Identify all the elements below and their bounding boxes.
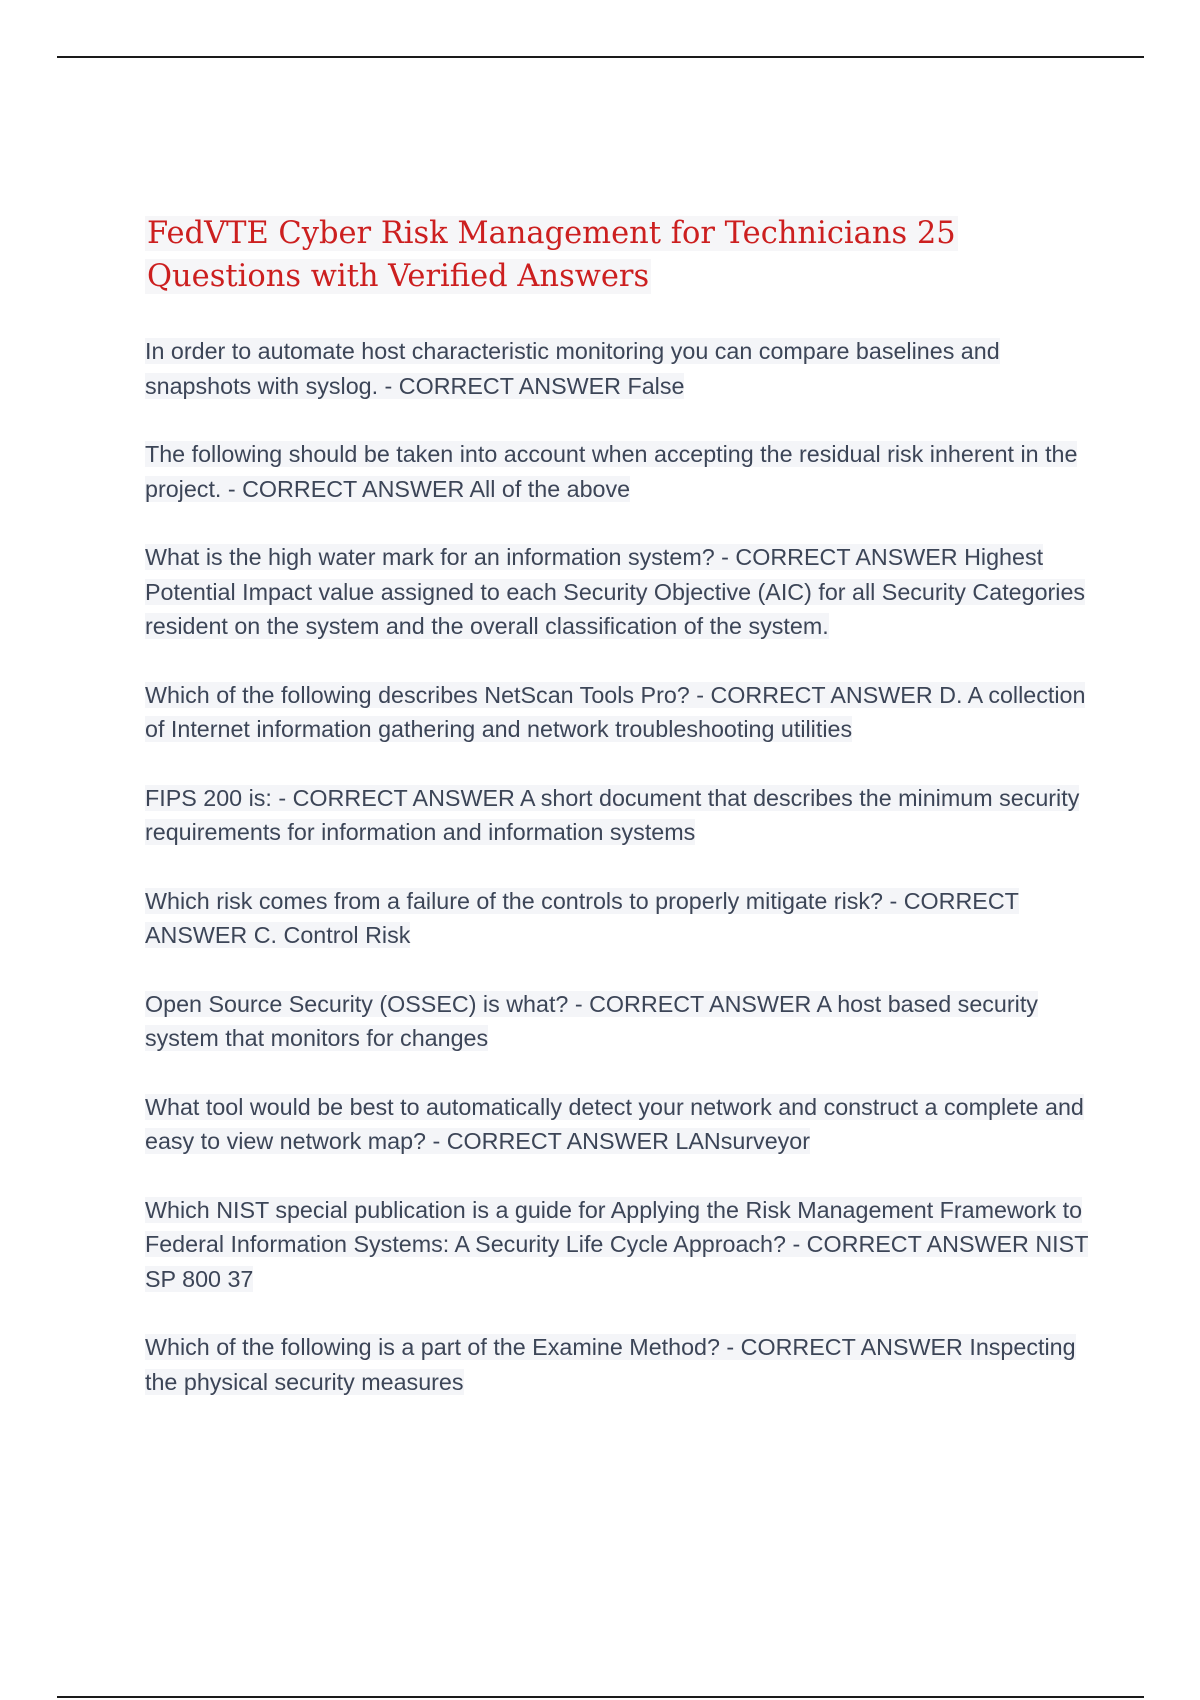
qa-item	[145, 437, 1090, 506]
qa-item	[145, 781, 1090, 850]
document-body	[145, 212, 1090, 1433]
qa-item	[145, 540, 1090, 644]
qa-item	[145, 1193, 1090, 1297]
qa-item	[145, 1330, 1090, 1399]
qa-item-text: Which of the following describes NetScan Tools Pro? - CORRECT ANSWER D. A collection of Internet information gathering and network troubleshooting utilities	[145, 681, 1086, 742]
qa-item	[145, 334, 1090, 403]
qa-item-text: Which of the following is a part of the Examine Method? - CORRECT ANSWER Inspecting the physical security measures	[145, 1334, 1076, 1395]
qa-item-text: Which NIST special publication is a guide for Applying the Risk Management Framework to Federal Information Systems: A Security Life Cycle Approach? - CORRECT ANSWER NIST SP 800 37	[145, 1196, 1089, 1292]
qa-list	[145, 334, 1090, 1399]
page-top-rule	[57, 56, 1144, 58]
qa-item	[145, 884, 1090, 953]
qa-item-text: In order to automate host characteristic monitoring you can compare baselines and snapshots with syslog. - CORRECT ANSWER False	[145, 338, 1000, 399]
qa-item	[145, 987, 1090, 1056]
page-bottom-rule	[57, 1696, 1144, 1698]
qa-item-text: What is the high water mark for an information system? - CORRECT ANSWER Highest Potential Impact value assigned to each Security Objective (AIC) for all Security Categories resident on the system and the overall classification of the system.	[145, 544, 1086, 639]
qa-item	[145, 1090, 1090, 1159]
qa-item	[145, 678, 1090, 747]
qa-item-text: Which risk comes from a failure of the controls to properly mitigate risk? - CORRECT ANSWER C. Control Risk	[145, 887, 1019, 948]
qa-item-text: What tool would be best to automatically detect your network and construct a complete and easy to view network map? - CORRECT ANSWER LANsurveyor	[145, 1093, 1084, 1154]
qa-item-text: FIPS 200 is: - CORRECT ANSWER A short document that describes the minimum security requirements for information and information systems	[145, 784, 1080, 845]
qa-item-text: Open Source Security (OSSEC) is what? - CORRECT ANSWER A host based security system that monitors for changes	[145, 990, 1038, 1051]
qa-item-text: The following should be taken into account when accepting the residual risk inherent in the project. - CORRECT ANSWER All of the above	[145, 441, 1078, 502]
document-title-text: FedVTE Cyber Risk Management for Technicians 25 Questions with Verified Answers	[147, 216, 956, 294]
document-title	[145, 212, 1090, 298]
